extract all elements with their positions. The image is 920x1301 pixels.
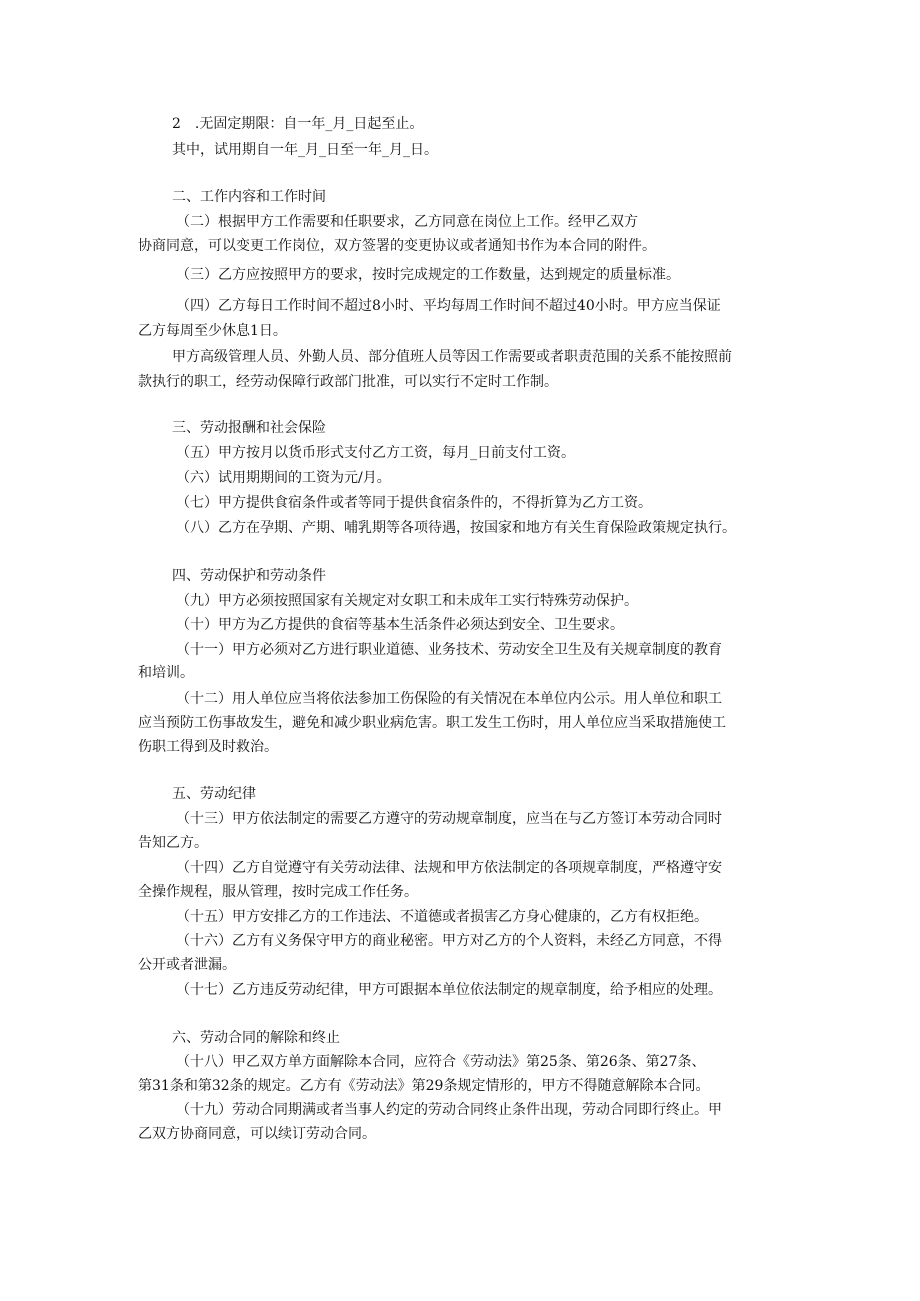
clause-11-line-1: （十一）甲方必须对乙方进行职业道德、业务技术、劳动安全卫生及有关规章制度的教育: [176, 642, 722, 658]
clause-16-line-1: （十六）乙方有义务保守甲方的商业秘密。甲方对乙方的个人资料，未经乙方同意，不得: [176, 933, 722, 949]
section-heading-4: 四、劳动保护和劳动条件: [172, 568, 326, 584]
clause-6: （六）试用期期间的工资为元/月。: [176, 470, 391, 486]
section-heading-6: 六、劳动合同的解除和终止: [172, 1030, 340, 1046]
clause-16-line-2: 公开或者泄漏。: [138, 957, 236, 973]
clause-17: （十七）乙方违反劳动纪律，甲方可跟据本单位依法制定的规章制度，给予相应的处理。: [176, 982, 722, 998]
clause-8: （八）乙方在孕期、产期、哺乳期等各项待遇，按国家和地方有关生育保险政策规定执行。: [176, 520, 736, 536]
clause-18-line-2: 第31条和第32条的规定。乙方有《劳动法》第29条规定情形的，甲方不得随意解除本合同。: [138, 1078, 710, 1094]
clause-5: （五）甲方按月以货币形式支付乙方工资，每月_日前支付工资。: [176, 445, 575, 461]
clause-2-line-2: 协商同意，可以变更工作岗位，双方签署的变更协议或者通知书作为本合同的附件。: [138, 238, 656, 254]
clause-11-line-2: 和培训。: [138, 665, 194, 681]
clause-15: （十五）甲方安排乙方的工作违法、不道德或者损害乙方身心健康的，乙方有权拒绝。: [176, 909, 708, 925]
clause-7: （七）甲方提供食宿条件或者等同于提供食宿条件的，不得折算为乙方工资。: [176, 495, 652, 511]
clause-3: （三）乙方应按照甲方的要求，按时完成规定的工作数量，达到规定的质量标准。: [176, 267, 680, 283]
section-heading-2: 二、工作内容和工作时间: [172, 189, 326, 205]
clause-4-line-1: （四）乙方每日工作时间不超过8小时、平均每周工作时间不超过40小时。甲方应当保证: [176, 298, 721, 314]
clause-9: （九）甲方必须按照国家有关规定对女职工和未成年工实行特殊劳动保护。: [176, 593, 638, 609]
clause-4-line-2: 乙方每周至少休息1日。: [138, 323, 287, 339]
clause-19-line-1: （十九）劳动合同期满或者当事人约定的劳动合同终止条件出现，劳动合同即行终止。甲: [176, 1102, 722, 1118]
clause-4-para-line-1: 甲方高级管理人员、外勤人员、部分值班人员等因工作需要或者职责范围的关系不能按照前: [172, 349, 732, 365]
clause-13-line-2: 告知乙方。: [138, 835, 208, 851]
clause-14-line-1: （十四）乙方自觉遵守有关劳动法律、法规和甲方依法制定的各项规章制度，严格遵守安: [176, 860, 722, 876]
clause-12-line-3: 伤职工得到及时救治。: [138, 739, 278, 755]
clause-10: （十）甲方为乙方提供的食宿等基本生活条件必须达到安全、卫生要求。: [176, 617, 624, 633]
clause-18-line-1: （十八）甲乙双方单方面解除本合同，应符合《劳动法》第25条、第26条、第27条、: [176, 1054, 706, 1070]
term-line-indefinite: 2 .无固定期限：自一年_月_日起至止。: [172, 116, 424, 132]
clause-12-line-1: （十二）用人单位应当将依法参加工伤保险的有关情况在本单位内公示。用人单位和职工: [176, 691, 722, 707]
section-heading-3: 三、劳动报酬和社会保险: [172, 420, 326, 436]
clause-19-line-2: 乙双方协商同意，可以续订劳动合同。: [138, 1126, 376, 1142]
clause-4-para-line-2: 款执行的职工，经劳动保障行政部门批准，可以实行不定时工作制。: [138, 374, 558, 390]
clause-2-line-1: （二）根据甲方工作需要和任职要求，乙方同意在岗位上工作。经甲乙双方: [176, 214, 638, 230]
clause-13-line-1: （十三）甲方依法制定的需要乙方遵守的劳动规章制度，应当在与乙方签订本劳动合同时: [176, 811, 722, 827]
clause-14-line-2: 全操作规程，服从管理，按时完成工作任务。: [138, 884, 418, 900]
probation-line: 其中，试用期自一年_月_日至一年_月_日。: [172, 142, 438, 158]
section-heading-5: 五、劳动纪律: [172, 786, 256, 802]
clause-12-line-2: 应当预防工伤事故发生，避免和减少职业病危害。职工发生工伤时，用人单位应当采取措施使工: [138, 715, 726, 731]
